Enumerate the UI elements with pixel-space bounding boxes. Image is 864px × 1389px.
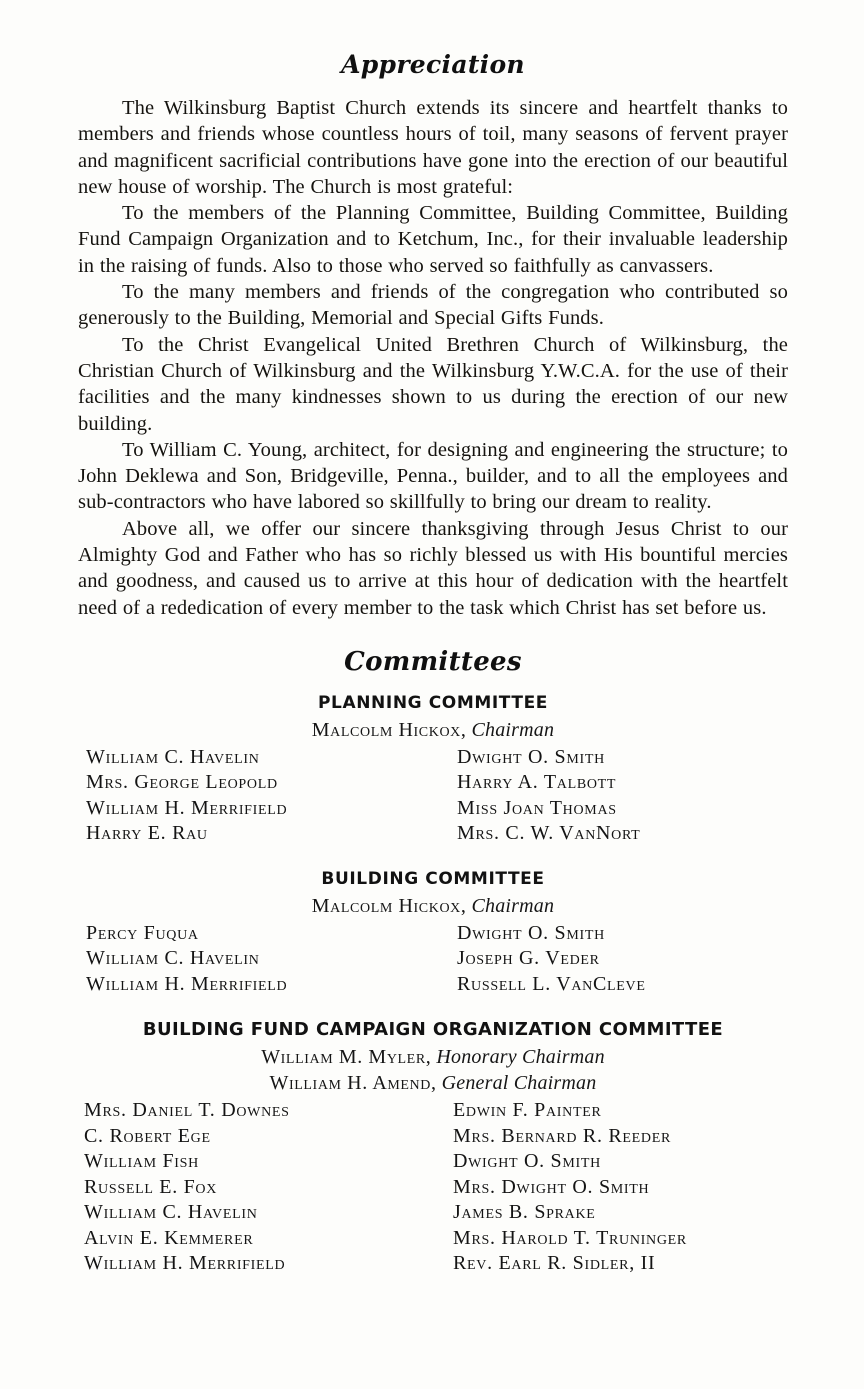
committee-building-fund-campaign	[78, 1019, 788, 1277]
list-item: William H. Merrifield	[86, 972, 288, 995]
committee-building	[78, 869, 788, 998]
list-item: Edwin F. Painter	[453, 1099, 602, 1122]
appreciation-paragraph-4: To the Christ Evangelical United Brethren Church of Wilkinsburg, the Christian Church of Wilkinsburg and the Wilkinsburg Y.W.C.A. for the use of their facilities and the many kindnesses shown to us during the erection of our new building.	[78, 333, 788, 435]
list-item: Joseph G. Veder	[457, 947, 600, 970]
committee-planning-heading: PLANNING COMMITTEE	[317, 692, 549, 713]
member-column-right	[433, 745, 788, 847]
committee-building-fund-campaign-heading: BUILDING FUND CAMPAIGN ORGANIZATION COMMITTEE	[142, 1019, 724, 1041]
list-item: Harry A. Talbott	[457, 771, 617, 794]
list-item: Miss Joan Thomas	[457, 796, 617, 819]
appreciation-paragraph-6: Above all, we offer our sincere thanksgiving through Jesus Christ to our Almighty God and Father who has so richly blessed us with His bountiful mercies and goodness, and caused us to arrive at this hour of dedication with the heartfelt need of a rededication of every member to the task which Christ has set before us.	[78, 517, 788, 619]
list-item: Mrs. Dwight O. Smith	[453, 1175, 650, 1198]
committee-planning	[78, 693, 788, 847]
list-item: Mrs. Daniel T. Downes	[84, 1099, 290, 1122]
list-item: Mrs. George Leopold	[86, 771, 278, 794]
list-item: William C. Havelin	[86, 745, 260, 768]
chair-role: Chairman	[471, 718, 555, 741]
page-content	[78, 50, 788, 1277]
appreciation-paragraph-5: To William C. Young, architect, for designing and engineering the structure; to John Deklewa and Son, Bridgeville, Penna., builder, and to all the employees and sub-contractors who have labored so skillfully to bring our dream to reality.	[78, 438, 788, 514]
committee-bfc-honorary-chair	[78, 1046, 788, 1069]
chair-role: Honorary Chairman	[436, 1046, 605, 1069]
list-item: James B. Sprake	[453, 1201, 596, 1224]
committee-building-members	[78, 921, 788, 998]
list-item: William H. Merrifield	[84, 1252, 286, 1275]
appreciation-paragraph-2: To the members of the Planning Committee, Building Committee, Building Fund Campaign Organization and to Ketchum, Inc., for their invaluable leadership in the raising of funds. Also to those who served so faithfully as canvassers.	[78, 202, 788, 277]
committee-bfc-general-chair	[78, 1072, 788, 1095]
member-column-left	[78, 745, 433, 847]
list-item: William C. Havelin	[84, 1201, 258, 1224]
spacer	[78, 847, 788, 853]
committee-planning-chair	[78, 719, 788, 742]
committees-title: Committees	[344, 646, 522, 677]
appreciation-paragraph-1: The Wilkinsburg Baptist Church extends its sincere and heartfelt thanks to members and friends whose countless hours of toil, many seasons of fervent prayer and magnificent sacrificial contributions have gone into the erection of our beautiful new house of worship. The Church is most grateful:	[78, 97, 788, 198]
member-column-right	[433, 921, 788, 998]
chair-person: William H. Amend,	[269, 1072, 437, 1095]
spacer	[78, 997, 788, 1003]
list-item: C. Robert Ege	[84, 1124, 211, 1147]
list-item: Dwight O. Smith	[453, 1150, 601, 1173]
list-item: Mrs. Harold T. Truninger	[453, 1226, 687, 1249]
list-item: William Fish	[84, 1150, 199, 1173]
chair-role: Chairman	[471, 894, 555, 917]
chair-role: General Chairman	[441, 1072, 597, 1095]
committee-bfc-members	[78, 1098, 788, 1277]
list-item: William C. Havelin	[86, 947, 260, 970]
list-item: Alvin E. Kemmerer	[84, 1226, 254, 1249]
chair-person: William M. Myler,	[261, 1046, 432, 1069]
list-item: William H. Merrifield	[86, 796, 288, 819]
appreciation-paragraph-3: To the many members and friends of the congregation who contributed so generously to the Building, Memorial and Special Gifts Funds.	[78, 281, 788, 330]
list-item: Percy Fuqua	[86, 921, 199, 944]
member-column-left	[78, 1098, 433, 1277]
committee-building-chair	[78, 895, 788, 918]
list-item: Russell L. VanCleve	[457, 972, 646, 995]
list-item: Dwight O. Smith	[457, 921, 605, 944]
list-item: Mrs. C. W. VanNort	[457, 822, 641, 845]
list-item: Rev. Earl R. Sidler, II	[453, 1252, 656, 1275]
member-column-left	[78, 921, 433, 998]
chair-person: Malcolm Hickox,	[311, 718, 467, 741]
list-item: Harry E. Rau	[86, 822, 208, 845]
list-item: Dwight O. Smith	[457, 745, 605, 768]
list-item: Mrs. Bernard R. Reeder	[453, 1124, 671, 1147]
committee-planning-members	[78, 745, 788, 847]
committee-building-heading: BUILDING COMMITTEE	[321, 868, 545, 889]
page-title: Appreciation	[341, 50, 525, 79]
member-column-right	[433, 1098, 788, 1277]
chair-person: Malcolm Hickox,	[311, 894, 467, 917]
list-item: Russell E. Fox	[84, 1175, 218, 1198]
